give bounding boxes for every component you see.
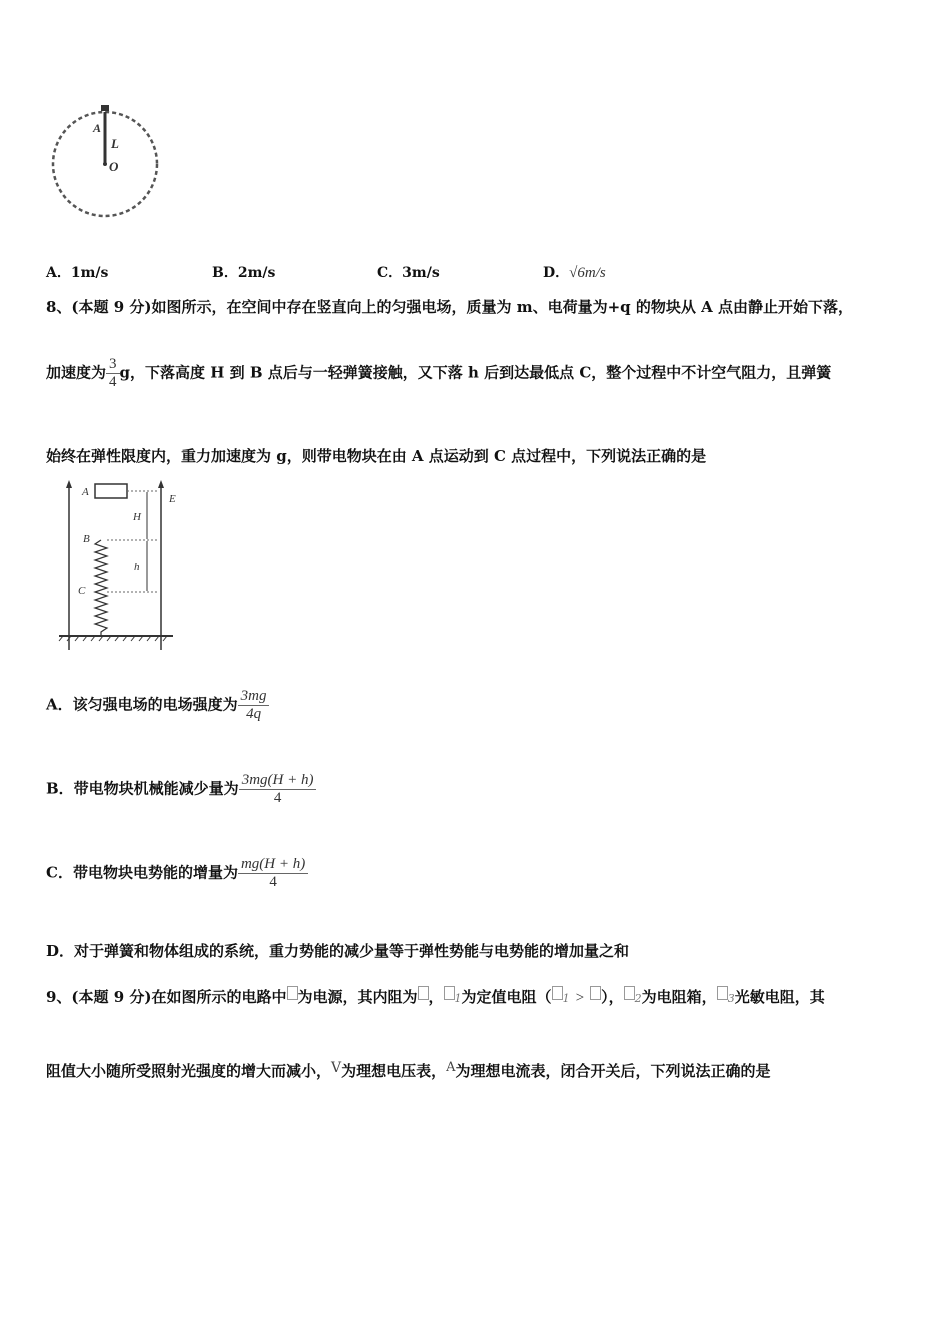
q8-option-b[interactable] [46,772,316,807]
q9-sub-1: 1 [454,992,462,1005]
ammeter-symbol: A [446,1060,456,1075]
q7-option-a-text: 1m/s [70,265,109,281]
q9-line2-b: 为理想电压表， [341,1062,447,1080]
q8-accel-num: 3 [106,356,120,374]
q9-sub-3: 3 [727,992,735,1005]
spring [95,540,107,636]
q9-line2-a: 阻值大小随所受照射光强度的增大而减小， [46,1062,332,1080]
q8-accel-fraction [106,356,120,391]
q9-text-1: 9、(本题 9 分)在如图所示的电路中 [46,988,287,1006]
q9-line2-c: 为理想电流表，闭合开关后，下列说法正确的是 [455,1062,771,1080]
q9-text-3: ， [428,988,444,1006]
q9-text-5: ）， [601,988,624,1006]
frac-den: 4 [273,790,282,806]
q7-option-d-text: √6m/s [569,265,606,281]
q9-stem-line2 [46,1060,771,1081]
q9-text-6: 为电阻箱， [641,988,717,1006]
voltmeter-symbol: V [331,1060,342,1076]
q7-option-d-letter: D． [543,265,570,281]
q9-sub-1b: 1 [562,992,570,1005]
q7-option-d[interactable] [543,262,606,282]
missing-glyph-icon [418,986,429,1000]
missing-glyph-icon [624,986,635,1000]
missing-glyph-icon [287,986,298,1000]
label-E: E [169,493,176,505]
q9-text-4: 为定值电阻（ [461,988,552,1006]
frac-num: 3mg(H + h) [239,772,317,790]
q8-option-b-fraction [239,772,317,807]
q9-stem-line1 [46,986,825,1007]
q9-sub-2: 2 [634,992,642,1005]
q8-option-b-text: B．带电物块机械能减少量为 [46,779,239,798]
missing-glyph-icon [444,986,455,1000]
frac-num: mg(H + h) [238,856,308,874]
spring-field-figure [55,478,185,656]
q8-option-c[interactable] [46,856,308,891]
q8-option-c-text: C．带电物块电势能的增量为 [46,863,238,882]
missing-glyph-icon [552,986,563,1000]
q8-stem-line3: 始终在弹性限度内，重力加速度为 g，则带电物块在由 A 点运动到 C 点过程中，下列说法正确的是 [46,447,707,465]
block-A [95,484,127,498]
q8-option-d[interactable] [46,940,629,961]
q9-gt: > [574,990,585,1006]
circular-motion-figure [45,100,165,220]
frac-den: 4q [246,706,262,722]
q8-stem-line1: 8、(本题 9 分)如图所示，在空间中存在竖直向上的匀强电场，质量为 m、电荷量为+q 的物块从 A 点由静止开始下落， [46,298,853,316]
q9-text-7: 光敏电阻，其 [734,988,825,1006]
q7-option-b-letter: B． [212,265,238,281]
label-A: A [82,486,89,498]
q8-stem-line2 [46,356,831,391]
q7-option-a-letter: A． [46,265,71,281]
label-B: B [83,533,90,545]
q7-option-b[interactable] [212,262,275,282]
q8-option-d-text: D．对于弹簧和物体组成的系统，重力势能的减少量等于弹性势能与电势能的增加量之和 [46,942,630,960]
label-C: C [78,585,86,597]
q7-option-a[interactable] [46,262,108,282]
label-H: H [133,511,141,523]
q7-option-c-letter: C． [377,265,403,281]
q8-accel-den: 4 [109,374,117,390]
q7-option-c[interactable] [377,262,440,282]
q7-option-b-text: 2m/s [237,265,276,281]
q8-accel-prefix: 加速度为 [46,363,107,382]
missing-glyph-icon [717,986,728,1000]
label-h: h [134,561,140,573]
q7-option-c-text: 3m/s [402,265,440,281]
q8-option-a[interactable] [46,688,269,723]
q8-option-a-text: A．该匀强电场的电场强度为 [46,695,238,714]
q9-text-2: 为电源，其内阻为 [297,988,418,1006]
q8-accel-rest: g，下落高度 H 到 B 点后与一轻弹簧接触，又下落 h 后到达最低点 C，整个过程中不计空气阻力，且弹簧 [119,363,832,382]
q8-option-a-fraction [238,688,270,723]
label-O: O [109,159,119,174]
arrow-left [66,480,72,488]
center-point [103,162,107,166]
q8-option-c-fraction [238,856,308,891]
label-A: A [93,121,102,135]
arrow-right [158,480,164,488]
frac-num: 3mg [238,688,270,706]
missing-glyph-icon [590,986,601,1000]
mass-block [101,105,109,111]
label-L: L [111,136,119,151]
frac-den: 4 [269,874,277,890]
